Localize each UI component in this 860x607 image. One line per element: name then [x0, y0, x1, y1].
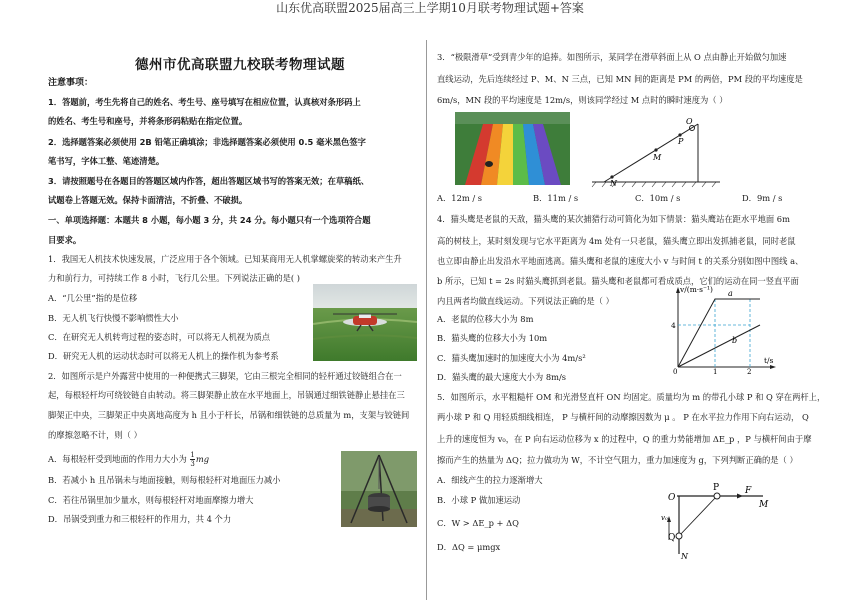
q5-option-c: C．W > ΔE_p + ΔQ [437, 518, 519, 528]
q2-option-a [48, 451, 209, 468]
q4-option-b: B．猫头鹰的位移大小为 10m [437, 333, 548, 343]
q1-option-c: C．在研究无人机转弯过程的姿态时，可以将无人机视为质点 [48, 332, 271, 342]
page-title: 德州市优高联盟九校联考物理试题 [135, 57, 345, 73]
label-o: O [686, 117, 693, 126]
notes-heading: 注意事项： [48, 78, 94, 88]
q5-stem-line3: 上升的速度恒为 v₀，在 P 向右运动位移为 x 的过程中，Q 的重力势能增加 ΔE_p ，P 与横杆间由于摩 [437, 434, 812, 444]
incline-line [604, 124, 698, 182]
q2-stem-line3: 脚架正中央，三脚架正中央离地高度为 h 且小于杆长，吊锅和细铁链的总质量为 m，支架与铰链间 [48, 410, 410, 420]
q5-stem-line2: 两小球 P 和 Q 用轻质细线相连， P 与横杆间的动摩擦因数为 μ 。 P 在水平拉力作用下向右运动， Q [437, 412, 809, 422]
note-2-line1: 2．选择题答案必须使用 2B 铅笔正确填涂；非选择题答案必须使用 0.5 毫米黑色签字 [48, 137, 366, 147]
label-o: O [668, 493, 676, 503]
q3-stem-line3: 6m/s，MN 段的平均速度是 12m/s，则该同学经过 M 点时的瞬时速度为（ ） [437, 95, 728, 105]
note-3-line2: 试题卷上答题无效。保持卡面清洁，不折叠、不破损。 [48, 195, 248, 205]
q4-option-d: D．猫头鹰的最大速度大小为 8m/s [437, 372, 567, 382]
y-axis-label: v/(m·s⁻¹) [680, 285, 713, 294]
label-v0: v₀ [661, 514, 668, 522]
string [679, 496, 717, 536]
q4-stem-line1: 4．猫头鹰是老鼠的天敌，猫头鹰的某次捕猎行动可简化为如下情景：猫头鹰站在距水平地面 6m [437, 214, 790, 224]
q4-stem-line5: 内且两者均做直线运动。下列说法正确的是（ ） [437, 296, 614, 306]
drone-photo [313, 284, 417, 361]
rods-diagram [655, 478, 775, 562]
q5-stem-line1: 5．如图所示，水平粗糙杆 OM 和光滑竖直杆 ON 均固定。质量均为 m 的带孔小球 P 和 Q 穿在两杆上， [437, 392, 826, 402]
q3-option-b: B．11m / s [533, 193, 579, 203]
q5-stem-line4: 擦而产生的热量为 ΔQ；拉力做功为 W，不计空气阻力，重力加速度为 g，下列判断正确的是（ ） [437, 455, 798, 465]
label-m: M [759, 500, 769, 510]
q3-option-d: D．9m / s [742, 193, 783, 203]
point-m-marker [654, 148, 657, 151]
q3-option-a: A．12m / s [437, 193, 483, 203]
fraction-numerator: 1 [190, 451, 195, 459]
q2-option-a-unit: mg [195, 454, 210, 464]
document-header: 山东优高联盟2025届高三上学期10月联考物理试题+答案 [276, 1, 584, 15]
tripod-photo [341, 451, 417, 527]
label-p: P [678, 137, 684, 146]
q5-option-b: B．小球 P 做加速运动 [437, 495, 521, 505]
x-tick-0: 0 [673, 368, 678, 375]
q1-stem-line2: 力和前行力，可持续工作 8 小时，飞行几公里。下列说法正确的是( ) [48, 273, 300, 283]
section-1-line2: 目要求。 [48, 235, 82, 245]
series-b-line [678, 325, 760, 367]
label-p: P [713, 483, 720, 493]
label-q: Q [668, 533, 676, 543]
q5-option-d: D．ΔQ = μmgx [437, 542, 501, 552]
q2-stem-line2: 起，每根轻杆均可绕铰链自由转动。将三脚架静止放在水平地面上，吊锅通过细铁链静止悬挂在三 [48, 390, 405, 400]
y-tick-label: 4 [671, 321, 676, 330]
q4-stem-line2: 高的树枝上，某时刻发现与它水平距离为 4m 处有一只老鼠，猫头鹰立即出发抓捕老鼠，同时老鼠 [437, 236, 796, 246]
q2-option-c: C．若往吊锅里加少量水，则每根轻杆对地面摩擦力增大 [48, 495, 254, 505]
grass-slide-photo [455, 112, 570, 185]
q2-option-b: B．若减小 h 且吊锅未与地面接触，则每根轻杆对地面压力减小 [48, 475, 281, 485]
column-divider [426, 40, 427, 600]
q3-stem-line2: 直线运动，先后连续经过 P、M、N 三点，已知 MN 间的距离是 PM 的两倍，PM 段的平均速度是 [437, 74, 803, 84]
q1-option-d: D．研究无人机的运动状态时可以将无人机上的操作机为参考系 [48, 351, 279, 361]
q1-stem-line1: 1．我国无人机技术快速发展，广泛应用于各个领域。已知某商用无人机掌螺旋桨的转动来产生升 [48, 254, 402, 264]
ball-p [714, 493, 720, 499]
q1-option-a: A．“几公里”指的是位移 [48, 293, 138, 303]
q4-stem-line3: 也立即由静止出发沿水平地面逃离。猫头鹰和老鼠的速度大小 v 与时间 t 的关系分别如图中图线 a、 [437, 256, 804, 266]
force-arrowhead [737, 494, 743, 499]
q2-option-d: D．吊锅受到重力和三根轻杆的作用力，共 4 个力 [48, 514, 232, 524]
q5-option-a: A．细线产生的拉力逐渐增大 [437, 475, 543, 485]
slope-diagram [586, 112, 732, 190]
vt-graph [668, 283, 778, 375]
label-m: M [653, 153, 662, 162]
q3-stem-line1: 3．“极限滑草”受到青少年的追捧。如图所示，某同学在滑草斜面上从 O 点由静止开始做匀加速 [437, 52, 787, 62]
label-f: F [745, 486, 752, 496]
fraction [190, 451, 194, 468]
q2-stem-line4: 的摩擦忽略不计，则（ ） [48, 430, 142, 440]
q3-option-c: C．10m / s [635, 193, 681, 203]
series-a-line [678, 299, 760, 367]
x-tick-1: 1 [713, 368, 718, 375]
note-2-line2: 笔书写，字体工整、笔迹清楚。 [48, 156, 165, 166]
section-1-line1: 一、单项选择题：本题共 8 小题，每小题 3 分，共 24 分。每小题只有一个选项符合题 [48, 215, 371, 225]
q4-stem-line4: b 所示，已知 t = 2s 时猫头鹰抓到老鼠。猫头鹰和老鼠都可看成质点，它们的运动在同一竖直平面 [437, 276, 799, 286]
series-b-label: b [732, 336, 738, 345]
q4-option-c: C．猫头鹰加速时的加速度大小为 4m/s² [437, 353, 586, 363]
ball-q [676, 533, 682, 539]
x-axis-label: t/s [764, 356, 774, 365]
x-axis-arrow [770, 365, 776, 369]
q2-stem-line1: 2．如图所示是户外露营中使用的一种便携式三脚架，它由三根完全相同的轻杆通过铰链组合在一 [48, 371, 402, 381]
series-a-label: a [728, 289, 733, 298]
fraction-denominator: 3 [190, 460, 195, 468]
label-n: N [610, 179, 617, 188]
note-3-line1: 3．请按照题号在各题目的答题区域内作答，超出答题区域书写的答案无效；在草稿纸、 [48, 176, 370, 186]
q4-option-a: A．老鼠的位移大小为 8m [437, 314, 534, 324]
q2-option-a-text: A．每根轻杆受到地面的作用力大小为 [48, 454, 187, 464]
label-n: N [681, 552, 688, 561]
note-1-line2: 的姓名、考生号和座号，并将条形码粘贴在指定位置。 [48, 116, 248, 126]
x-tick-2: 2 [747, 368, 752, 375]
q1-option-b: B．无人机飞行快慢不影响惯性大小 [48, 313, 179, 323]
note-1-line1: 1．答题前，考生先将自己的姓名、考生号、座号填写在相应位置，认真核对条形码上 [48, 97, 361, 107]
